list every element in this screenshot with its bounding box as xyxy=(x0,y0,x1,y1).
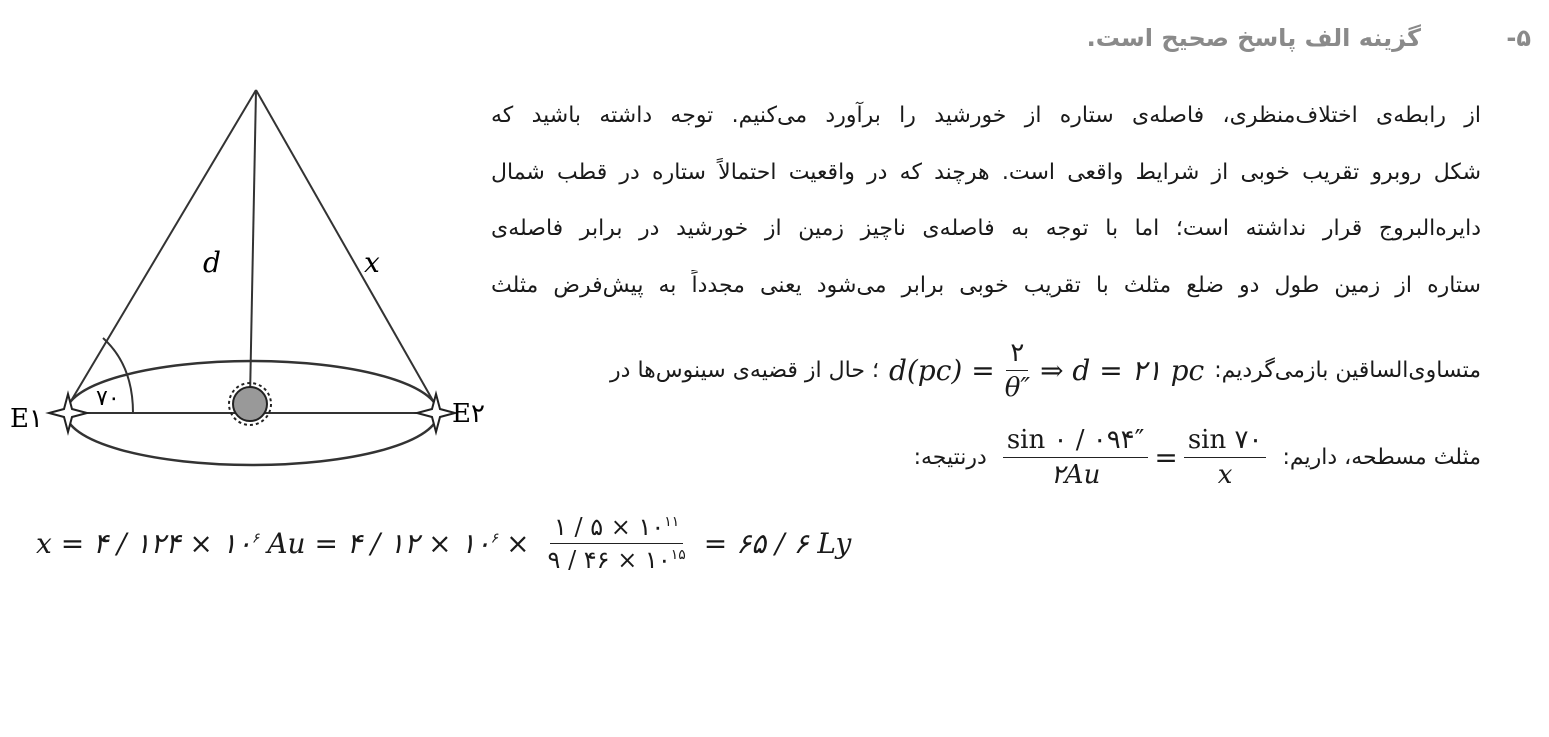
paragraph-line-6 xyxy=(914,425,1481,490)
parallax-diagram xyxy=(0,80,500,480)
final-fraction xyxy=(544,513,690,574)
line5-text-after: ؛ حال از قضیه‌ی سینوس‌ها در xyxy=(610,358,879,383)
sine-right-denominator: x xyxy=(1217,460,1233,490)
final-times: × xyxy=(506,527,530,560)
final-equation xyxy=(36,513,851,574)
final-numerator: ۱ / ۵ × $۱۰^{۱۱}$ xyxy=(550,513,683,544)
parallax-lhs: d(pc) = xyxy=(888,354,995,387)
earth1-star-icon xyxy=(49,394,87,432)
final-part1: x = ۴ / ۱۲۴ × $۱۰^۶$ xyxy=(36,527,260,560)
angle-label: ۷۰ xyxy=(96,386,120,411)
sine-right-fraction xyxy=(1184,425,1267,490)
paragraph-line-5 xyxy=(610,338,1481,403)
parallax-numerator: ۲ xyxy=(1006,338,1028,371)
paragraph-line-3: دایره‌البروج قرار نداشته است؛ اما با توجه به فاصله‌ی ناچیز زمین از خورشید در برابر فاصله‌ی xyxy=(491,216,1481,241)
answer-heading: گزینه الف پاسخ صحیح است. xyxy=(1086,24,1421,52)
earth1-label: E۱ xyxy=(10,404,43,434)
sine-equals: = xyxy=(1154,441,1178,474)
question-number: ۵- xyxy=(1506,24,1531,52)
earth2-star-icon xyxy=(417,394,455,432)
paragraph-line-1: از رابطه‌ی اختلاف‌منظری، فاصله‌ی ستاره از خورشید را برآورد می‌کنیم. توجه داشته باشید که xyxy=(491,103,1481,128)
parallax-denominator: θ″ xyxy=(1004,373,1031,403)
final-part2: Au = ۴ / ۱۲ × $۱۰^۶$ xyxy=(267,527,499,560)
final-result: = ۶۵ / ۶ Ly xyxy=(703,527,852,560)
earth2-label: E۲ xyxy=(452,399,485,429)
parallax-rhs: ⇒ d = ۲۱ pc xyxy=(1040,354,1205,387)
line5-text-before: متساوی‌الساقین بازمی‌گردیم: xyxy=(1214,358,1481,383)
sine-left-denominator: ۲Au xyxy=(1050,460,1101,490)
final-denominator: ۹ / ۴۶ × $۱۰^{۱۵}$ xyxy=(547,546,686,574)
label-x: x xyxy=(364,246,380,279)
left-side-line xyxy=(68,90,256,406)
sine-left-fraction xyxy=(1003,425,1149,490)
distance-line-d xyxy=(250,90,256,398)
parallax-equation xyxy=(889,338,1204,403)
line6-text-after: درنتیجه: xyxy=(913,445,987,470)
sun-icon xyxy=(229,383,271,425)
label-d: d xyxy=(203,246,221,279)
parallax-fraction xyxy=(1001,338,1034,403)
sine-left-numerator: sin ۰ / ۰۹۴″ xyxy=(1003,425,1149,458)
sine-law-equation xyxy=(997,425,1273,490)
right-side-line-x xyxy=(256,90,436,406)
line6-text-before: مثلث مسطحه، داریم: xyxy=(1282,445,1481,470)
paragraph-line-2: شکل روبرو تقریب خوبی از شرایط واقعی است. هرچند که در واقعیت احتمالاً ستاره در قطب شمال xyxy=(491,160,1481,185)
sine-right-numerator: sin ۷۰ xyxy=(1184,425,1267,458)
paragraph-line-4: ستاره از زمین طول دو ضلع مثلث با تقریب خوبی برابر می‌شود یعنی مجدداً به پیش‌فرض مثلث xyxy=(491,273,1481,298)
